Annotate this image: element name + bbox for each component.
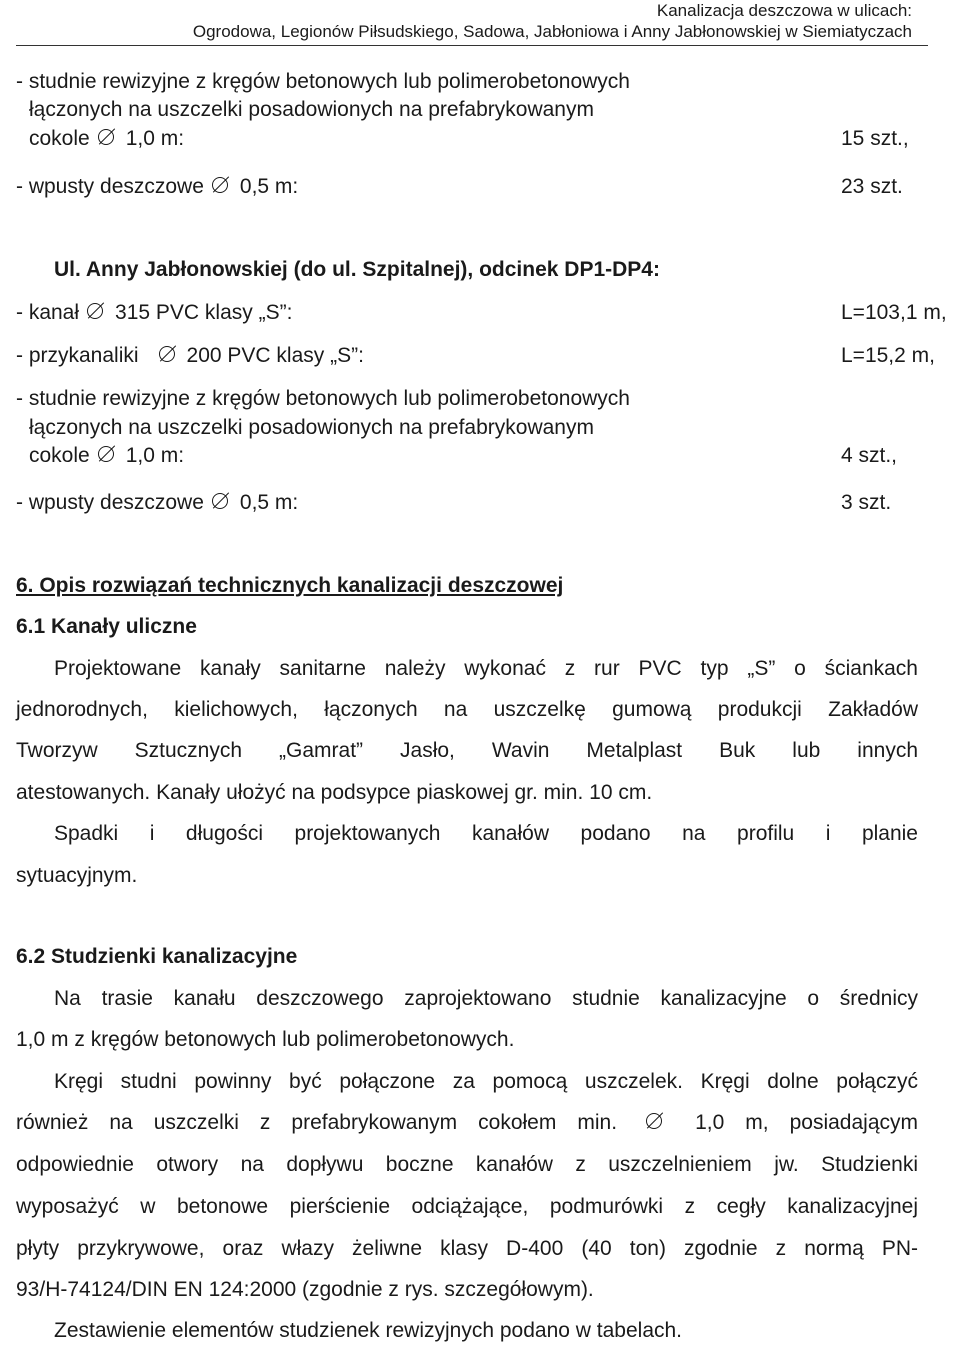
block2-wpusty-label: - wpusty deszczowe — [16, 491, 204, 514]
block2-studnie-line-2: łączonych na uszczelki posadowionych na prefabrykowanym — [29, 416, 594, 439]
header-rule — [16, 45, 928, 46]
diameter-icon — [96, 129, 118, 147]
paragraph-6-2b-line-4: wyposażyć w betonowe pierścienie odciążające, podmurówki z cegły kanalizacyjnej — [16, 1195, 918, 1218]
paragraph-6-2-line-1: Na trasie kanału deszczowego zaprojektowano studnie kanalizacyjne o średnicy — [54, 987, 918, 1010]
block2-kanal-line — [16, 301, 292, 325]
block1-studnie-line-2: łączonych na uszczelki posadowionych na prefabrykowanym — [29, 98, 594, 121]
block1-wpusty-line — [16, 175, 298, 199]
block2-studnie-cokole: cokole — [29, 444, 90, 467]
block2-kanal-quantity: L=103,1 m, — [841, 301, 947, 324]
block1-studnie-line-3 — [29, 127, 184, 151]
paragraph-6-1-line-3: Tworzyw Sztucznych „Gamrat” Jasło, Wavin Metalplast Buk lub innych — [16, 739, 918, 762]
block2-heading: Ul. Anny Jabłonowskiej (do ul. Szpitalnej), odcinek DP1-DP4: — [54, 258, 660, 281]
block2-wpusty-line — [16, 491, 298, 515]
paragraph-6-1-line-1: Projektowane kanały sanitarne należy wykonać z rur PVC typ „S” o ściankach — [54, 657, 918, 680]
block2-kanal-spec: 315 PVC klasy „S”: — [115, 301, 293, 324]
paragraph-6-1-line-4: atestowanych. Kanały ułożyć na podsypce piaskowej gr. min. 10 cm. — [16, 781, 653, 804]
paragraph-6-1b-line-1: Spadki i długości projektowanych kanałów podano na profilu i planie — [54, 822, 918, 845]
block2-kanal-label: - kanał — [16, 301, 80, 324]
block1-studnie-cokole: cokole — [29, 127, 90, 150]
section-6-2-title: 6.2 Studzienki kanalizacyjne — [16, 945, 298, 968]
block2-przykanaliki-label: - przykanaliki — [16, 344, 139, 367]
section-6-1-title: 6.1 Kanały uliczne — [16, 615, 197, 638]
block2-studnie-line-1: - studnie rewizyjne z kręgów betonowych lub polimerobetonowych — [16, 387, 630, 410]
block1-studnie-line-1: - studnie rewizyjne z kręgów betonowych lub polimerobetonowych — [16, 70, 630, 93]
paragraph-6-2b-line-2-tail: 1,0 m, posiadającym — [695, 1111, 919, 1134]
paragraph-6-1-line-2: jednorodnych, kielichowych, łączonych na uszczelkę gumową produkcji Zakładów — [16, 698, 918, 721]
paragraph-6-2b-line-1: Kręgi studni powinny być połączone za pomocą uszczelek. Kręgi dolne połączyć — [54, 1070, 918, 1093]
block2-przykanaliki-quantity: L=15,2 m, — [841, 344, 935, 367]
paragraph-6-2b-line-2 — [16, 1111, 918, 1135]
block1-studnie-quantity: 15 szt., — [841, 127, 909, 150]
paragraph-6-2b-line-6: 93/H-74124/DIN EN 124:2000 (zgodnie z rys. szczegółowym). — [16, 1278, 594, 1301]
block1-wpusty-quantity: 23 szt. — [841, 175, 903, 198]
paragraph-6-1b-line-2: sytuacyjnym. — [16, 864, 138, 887]
diameter-icon — [85, 303, 107, 321]
block2-przykanaliki-line — [16, 344, 364, 368]
diameter-icon — [644, 1113, 666, 1131]
block2-studnie-line-3 — [29, 444, 184, 468]
header-line-2: Ogrodowa, Legionów Piłsudskiego, Sadowa, Jabłoniowa i Anny Jabłonowskiej w Siemiatyczach — [192, 22, 912, 41]
paragraph-6-2b-line-5: płyty przykrywowe, oraz włazy żeliwne klasy D-400 (40 ton) zgodnie z normą PN- — [16, 1237, 918, 1260]
paragraph-6-2b-line-3: odpowiednie otwory na dopływu boczne kanałów z uszczelnieniem jw. Studzienki — [16, 1153, 918, 1176]
block2-wpusty-quantity: 3 szt. — [841, 491, 892, 514]
paragraph-6-2b-line-2-text: również na uszczelki z prefabrykowanym cokołem min. — [16, 1111, 618, 1134]
paragraph-6-2-line-2: 1,0 m z kręgów betonowych lub polimerobetonowych. — [16, 1028, 515, 1051]
block1-wpusty-diameter: 0,5 m: — [239, 175, 299, 198]
block2-przykanaliki-spec: 200 PVC klasy „S”: — [186, 344, 364, 367]
paragraph-6-2c: Zestawienie elementów studzienek rewizyjnych podano w tabelach. — [54, 1319, 683, 1342]
block1-studnie-diameter: 1,0 m: — [125, 127, 185, 150]
diameter-icon — [96, 446, 118, 464]
diameter-icon — [157, 346, 179, 364]
block2-studnie-quantity: 4 szt., — [841, 444, 898, 467]
block2-wpusty-diameter: 0,5 m: — [239, 491, 299, 514]
block2-studnie-diameter: 1,0 m: — [125, 444, 185, 467]
header-line-1: Kanalizacja deszczowa w ulicach: — [656, 1, 912, 20]
section-6-title: 6. Opis rozwiązań technicznych kanalizacji deszczowej — [16, 574, 564, 597]
block1-wpusty-label: - wpusty deszczowe — [16, 175, 204, 198]
diameter-icon — [210, 177, 232, 195]
diameter-icon — [210, 493, 232, 511]
